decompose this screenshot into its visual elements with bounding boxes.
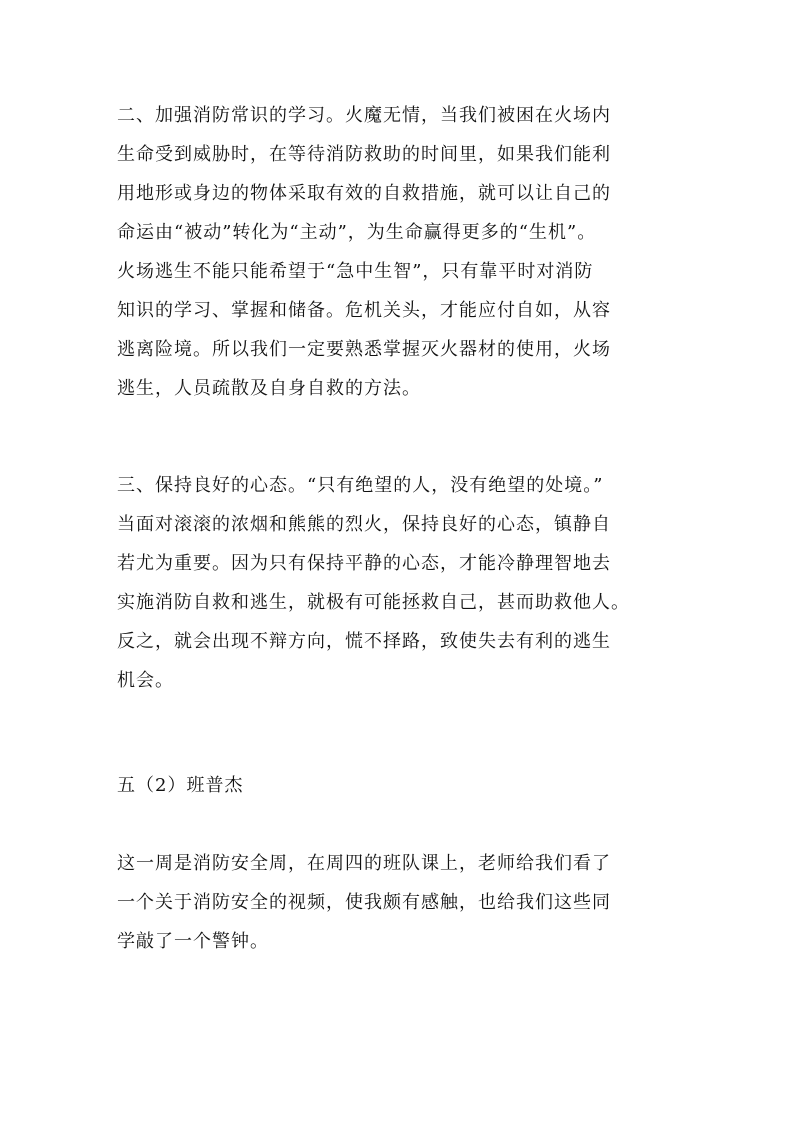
- text-line: 二、加强消防常识的学习。火魔无情，当我们被困在火场内: [117, 105, 611, 126]
- text-line: 命运由“被动”转化为“主动”，为生命赢得更多的“生机”。: [117, 222, 597, 243]
- text-line: 反之，就会出现不辩方向，慌不择路，致使失去有利的逃生: [117, 631, 611, 652]
- text-line: 一个关于消防安全的视频，使我颇有感触，也给我们这些同: [117, 892, 611, 913]
- text-line: 知识的学习、掌握和储备。危机关头，才能应付自如，从容: [117, 300, 611, 321]
- text-line: 五（2）班普杰: [117, 775, 244, 796]
- text-line: 实施消防自救和逃生，就极有可能拯救自己，甚而助救他人。: [117, 592, 630, 613]
- paragraph-safety-week: [117, 844, 687, 961]
- text-line: 逃生，人员疏散及自身自救的方法。: [117, 378, 421, 399]
- text-line: 用地形或身边的物体采取有效的自救措施，就可以让自己的: [117, 183, 611, 204]
- author-line: [117, 766, 687, 805]
- text-line: 这一周是消防安全周，在周四的班队课上，老师给我们看了: [117, 853, 611, 874]
- text-line: 若尤为重要。因为只有保持平静的心态，才能冷静理智地去: [117, 553, 611, 574]
- text-line: 当面对滚滚的浓烟和熊熊的烈火，保持良好的心态，镇静自: [117, 514, 611, 535]
- text-line: 学敲了一个警钟。: [117, 931, 269, 952]
- text-line: 机会。: [117, 670, 174, 691]
- text-line: 三、保持良好的心态。“只有绝望的人，没有绝望的处境。”: [117, 475, 604, 496]
- paragraph-good-mindset: [117, 466, 687, 700]
- text-line: 生命受到威胁时，在等待消防救助的时间里，如果我们能利: [117, 144, 611, 165]
- text-line: 逃离险境。所以我们一定要熟悉掌握灭火器材的使用，火场: [117, 339, 611, 360]
- paragraph-fire-safety-knowledge: [117, 96, 687, 408]
- text-line: 火场逃生不能只能希望于“急中生智”，只有靠平时对消防: [117, 261, 594, 282]
